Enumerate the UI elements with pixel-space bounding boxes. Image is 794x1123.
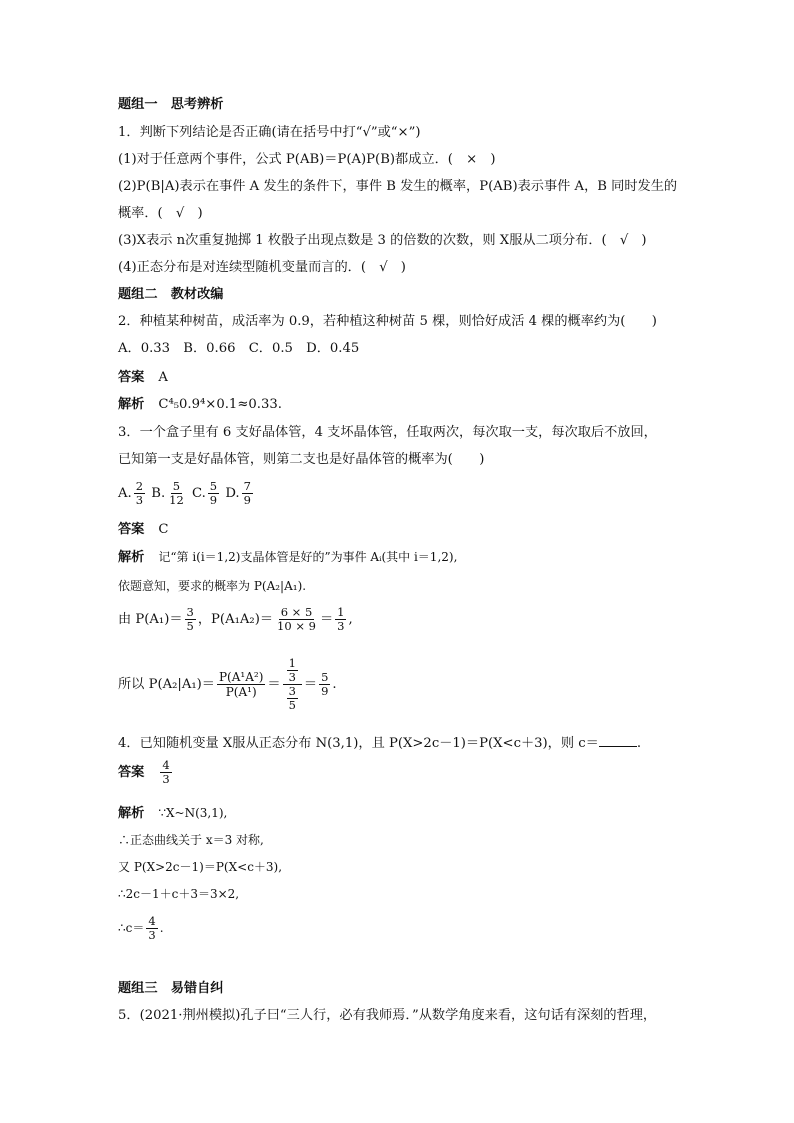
q1-item-3: (3)X表示 n次重复抛掷 1 枚骰子出现点数是 3 的倍数的次数，则 X服从二项分布．( √ ): [118, 233, 647, 248]
q4-analysis-5: ∴c＝ $\frac{4}{3}$ .: [118, 914, 164, 942]
q1-item-1: (1)对于任意两个事件，公式 P(AB)＝P(A)P(B)都成立．( × ): [118, 152, 496, 167]
q3-analysis-2: 依题意知，要求的概率为 P(A₂|A₁).: [118, 579, 307, 593]
answer-label: 答案: [118, 522, 145, 537]
answer-label: 答案: [118, 370, 145, 385]
analysis-label: 解析: [118, 550, 145, 565]
q3-analysis-4: 所以 P(A₂|A₁)＝ $\frac{\text{P(A¹A²)}}{\text{P(A¹)}}$ ＝ $\frac{\frac{1}{3}}{\frac{3}{5}}$ ＝ $\frac{5}{9}$ .: [118, 656, 337, 712]
q4-analysis-2: ∴正态曲线关于 x＝3 对称,: [118, 833, 264, 847]
group2-title: 题组二 教材改编: [118, 287, 224, 302]
q3-stem-2: 已知第一支是好晶体管，则第二支也是好晶体管的概率为( ): [118, 452, 485, 467]
q3-answer: C: [158, 522, 169, 537]
analysis-label: 解析: [118, 397, 145, 412]
q4-analysis-1: 解析 ∵X~N(3,1),: [118, 806, 228, 821]
answer-label: 答案: [118, 765, 145, 780]
q2-stem: 2．种植某种树苗，成活率为 0.9，若种植这种树苗 5 棵，则恰好成活 4 棵的概率约为( ): [118, 314, 657, 329]
q4-analysis-3: 又 P(X>2c－1)＝P(X<c＋3),: [118, 860, 283, 874]
q4-answer-line: [118, 756, 174, 790]
q1-item-4: (4)正态分布是对连续型随机变量而言的．( √ ): [118, 260, 406, 275]
analysis-label: 解析: [118, 806, 145, 821]
q2-answer: A: [158, 370, 168, 385]
q2-answer-line: [118, 369, 168, 387]
q4-answer: $\frac{4}{3}$: [162, 758, 170, 786]
group3-title: 题组三 易错自纠: [118, 981, 224, 996]
q3-options: [118, 479, 255, 509]
q2-analysis: C⁴₅0.9⁴×0.1≈0.33.: [158, 397, 282, 412]
q1-item-2-cont: 概率．( √ ): [118, 206, 203, 221]
q3-analysis-3: 由 P(A₁)＝ $\frac{3}{5}$ ，P(A₁A₂)＝ $\frac{6 \times 5}{10 \times 9}$ ＝ $\frac{1}{3}$ ,: [118, 605, 353, 633]
q3-option-a: A. $\frac{2}{3}$: [118, 479, 144, 507]
q3-option-c: C. $\frac{5}{9}$: [191, 479, 218, 507]
q2-analysis-line: [118, 396, 282, 414]
q3-analysis-1: 解析 记“第 i(i＝1,2)支晶体管是好的”为事件 Aᵢ(其中 i＝1,2),: [118, 550, 458, 565]
q3-answer-line: [118, 521, 168, 539]
q3-option-b: B. $\frac{5}{12}$: [151, 479, 184, 507]
group1-title: 题组一 思考辨析: [118, 97, 224, 112]
q4-stem: 4．已知随机变量 X服从正态分布 N(3,1)，且 P(X>2c－1)＝P(X<c＋3)，则 c＝ .: [118, 733, 641, 753]
q1-stem: 1．判断下列结论是否正确(请在括号中打“√”或“×”): [118, 125, 421, 140]
q3-option-d: D. $\frac{7}{9}$: [225, 479, 251, 507]
answer-blank: [599, 733, 637, 747]
q5-stem: 5．(2021·荆州模拟)孔子曰“三人行，必有我师焉．”从数学角度来看，这句话有深刻的哲理，: [118, 1008, 657, 1023]
q2-options: A．0.33 B．0.66 C．0.5 D．0.45: [118, 341, 360, 356]
q3-stem-1: 3．一个盒子里有 6 支好晶体管，4 支坏晶体管，任取两次，每次取一支，每次取后不放回，: [118, 425, 657, 440]
q4-analysis-4: ∴2c－1＋c＋3＝3×2,: [118, 887, 240, 901]
compound-fraction: $\frac{\frac{1}{3}}{\frac{3}{5}}$: [283, 657, 302, 712]
q1-item-2: (2)P(B|A)表示在事件 A 发生的条件下，事件 B 发生的概率，P(AB)表示事件 A，B 同时发生的: [118, 179, 678, 194]
